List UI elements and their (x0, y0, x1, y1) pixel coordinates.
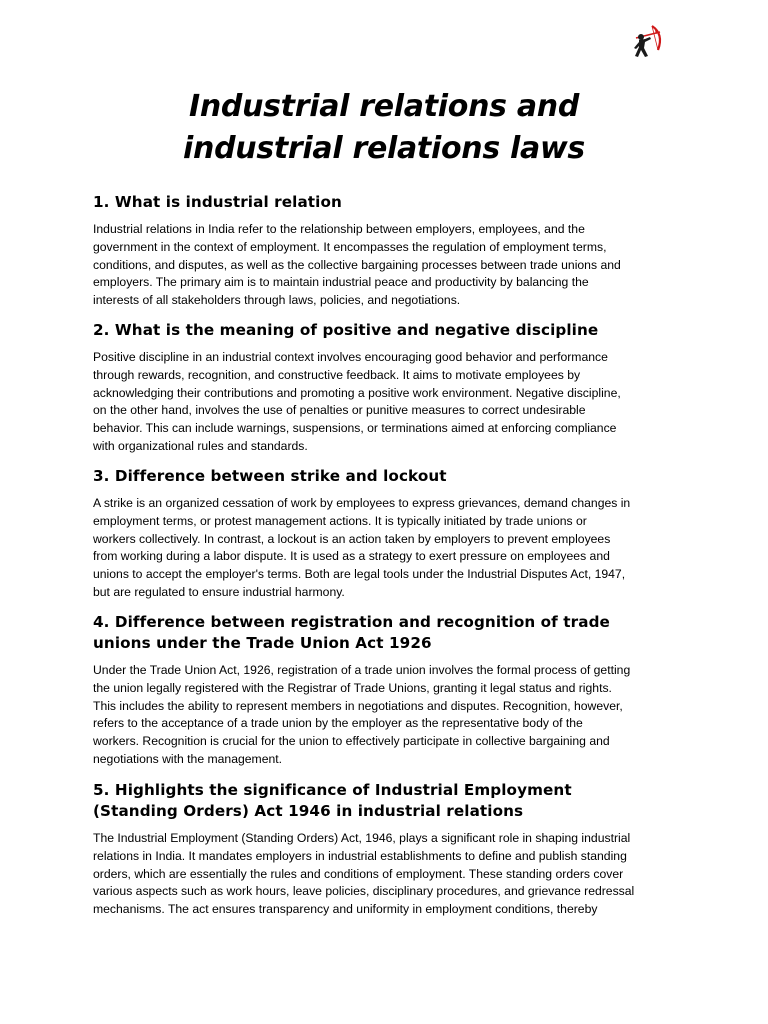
paragraph-line: This includes the ability to represent members in negotiations and disputes. Recognition, however, (93, 698, 623, 713)
paragraph-line: employment terms, or protest management actions. It is typically initiated by trade unions or (93, 513, 587, 528)
paragraph-line: Industrial relations in India refer to the relationship between employers, employees, and the (93, 222, 585, 236)
paragraph-line: workers. Recognition is crucial for the union to effectively participate in collective bargaining and (93, 734, 610, 749)
paragraph-line: government in the context of employment. It encompasses the regulation of employment terms, (93, 239, 607, 254)
document-title (60, 86, 708, 170)
paragraph-line: unions to accept the employer's terms. Both are legal tools under the Industrial Disputes Act, 1947, (93, 567, 626, 582)
heading-line: 5. Highlights the significance of Industrial Employment (93, 781, 572, 799)
paragraph-line: with organizational rules and standards. (93, 438, 308, 453)
heading-line: unions under the Trade Union Act 1926 (93, 634, 432, 652)
heading-line: (Standing Orders) Act 1946 in industrial relations (93, 802, 524, 820)
paragraph-line: workers collectively. In contrast, a lockout is an action taken by employers to prevent employees (93, 531, 611, 546)
paragraph-line: negotiations with the management. (93, 751, 283, 766)
heading-line: 4. Difference between registration and recognition of trade (93, 613, 610, 631)
paragraph-line: Positive discipline in an industrial context involves encouraging good behavior and performance (93, 350, 608, 364)
paragraph-line: A strike is an organized cessation of work by employees to express grievances, demand changes in (93, 496, 631, 510)
section-paragraph (93, 495, 683, 602)
paragraph-line: relations in India. It mandates employers in industrial establishments to define and publish standing (93, 848, 627, 863)
title-line: Industrial relations and (188, 89, 580, 124)
section-paragraph (93, 830, 683, 919)
paragraph-line: acknowledging their contributions and promoting a positive work environment. Negative discipline, (93, 385, 621, 400)
section-heading: 2. What is the meaning of positive and negative discipline (93, 321, 599, 339)
paragraph-line: refers to the acceptance of a trade union by the employer as the representative body of the (93, 716, 583, 731)
section-heading (93, 612, 683, 654)
paragraph-line: from working during a labor dispute. It is used as a strategy to exert pressure on employees and (93, 549, 610, 564)
paragraph-line: conditions, and disputes, as well as the collective bargaining processes between trade unions and (93, 257, 621, 272)
section-registration-vs-recognition (93, 612, 683, 779)
paragraph-line: Under the Trade Union Act, 1926, registration of a trade union involves the formal process of getting (93, 663, 631, 677)
title-line: industrial relations laws (183, 131, 585, 166)
paragraph-line: employers. The primary aim is to maintain industrial peace and productivity by balancing the (93, 275, 589, 290)
archer-logo-icon (630, 24, 666, 64)
paragraph-line: behavior. This can include warnings, suspensions, or terminations aimed at enforcing compliance (93, 421, 617, 436)
paragraph-line: on the other hand, involves the use of penalties or punitive measures to correct undesirable (93, 403, 586, 418)
section-heading: 3. Difference between strike and lockout (93, 467, 447, 485)
section-positive-negative-discipline (93, 320, 683, 466)
paragraph-line: various aspects such as work hours, leave policies, disciplinary procedures, and grievance redressal (93, 884, 635, 899)
paragraph-line: the union legally registered with the Registrar of Trade Unions, granting it legal status and rights. (93, 680, 612, 695)
paragraph-line: orders, which are essentially the rules and conditions of employment. These standing orders cover (93, 866, 624, 881)
paragraph-line: The Industrial Employment (Standing Orders) Act, 1946, plays a significant role in shaping industrial (93, 831, 631, 845)
paragraph-line: mechanisms. The act ensures transparency and uniformity in employment conditions, thereby (93, 902, 598, 917)
section-standing-orders-act (93, 780, 683, 929)
section-what-is-industrial-relation (93, 192, 683, 320)
paragraph-line: through rewards, recognition, and constructive feedback. It aims to motivate employees by (93, 367, 581, 382)
section-heading: 1. What is industrial relation (93, 193, 342, 211)
paragraph-line: interests of all stakeholders through laws, policies, and negotiations. (93, 293, 461, 308)
section-strike-vs-lockout (93, 466, 683, 612)
section-heading (93, 780, 683, 822)
paragraph-line: but are regulated to ensure industrial harmony. (93, 584, 345, 599)
section-paragraph (93, 221, 683, 310)
section-paragraph (93, 349, 683, 456)
section-paragraph (93, 662, 683, 769)
